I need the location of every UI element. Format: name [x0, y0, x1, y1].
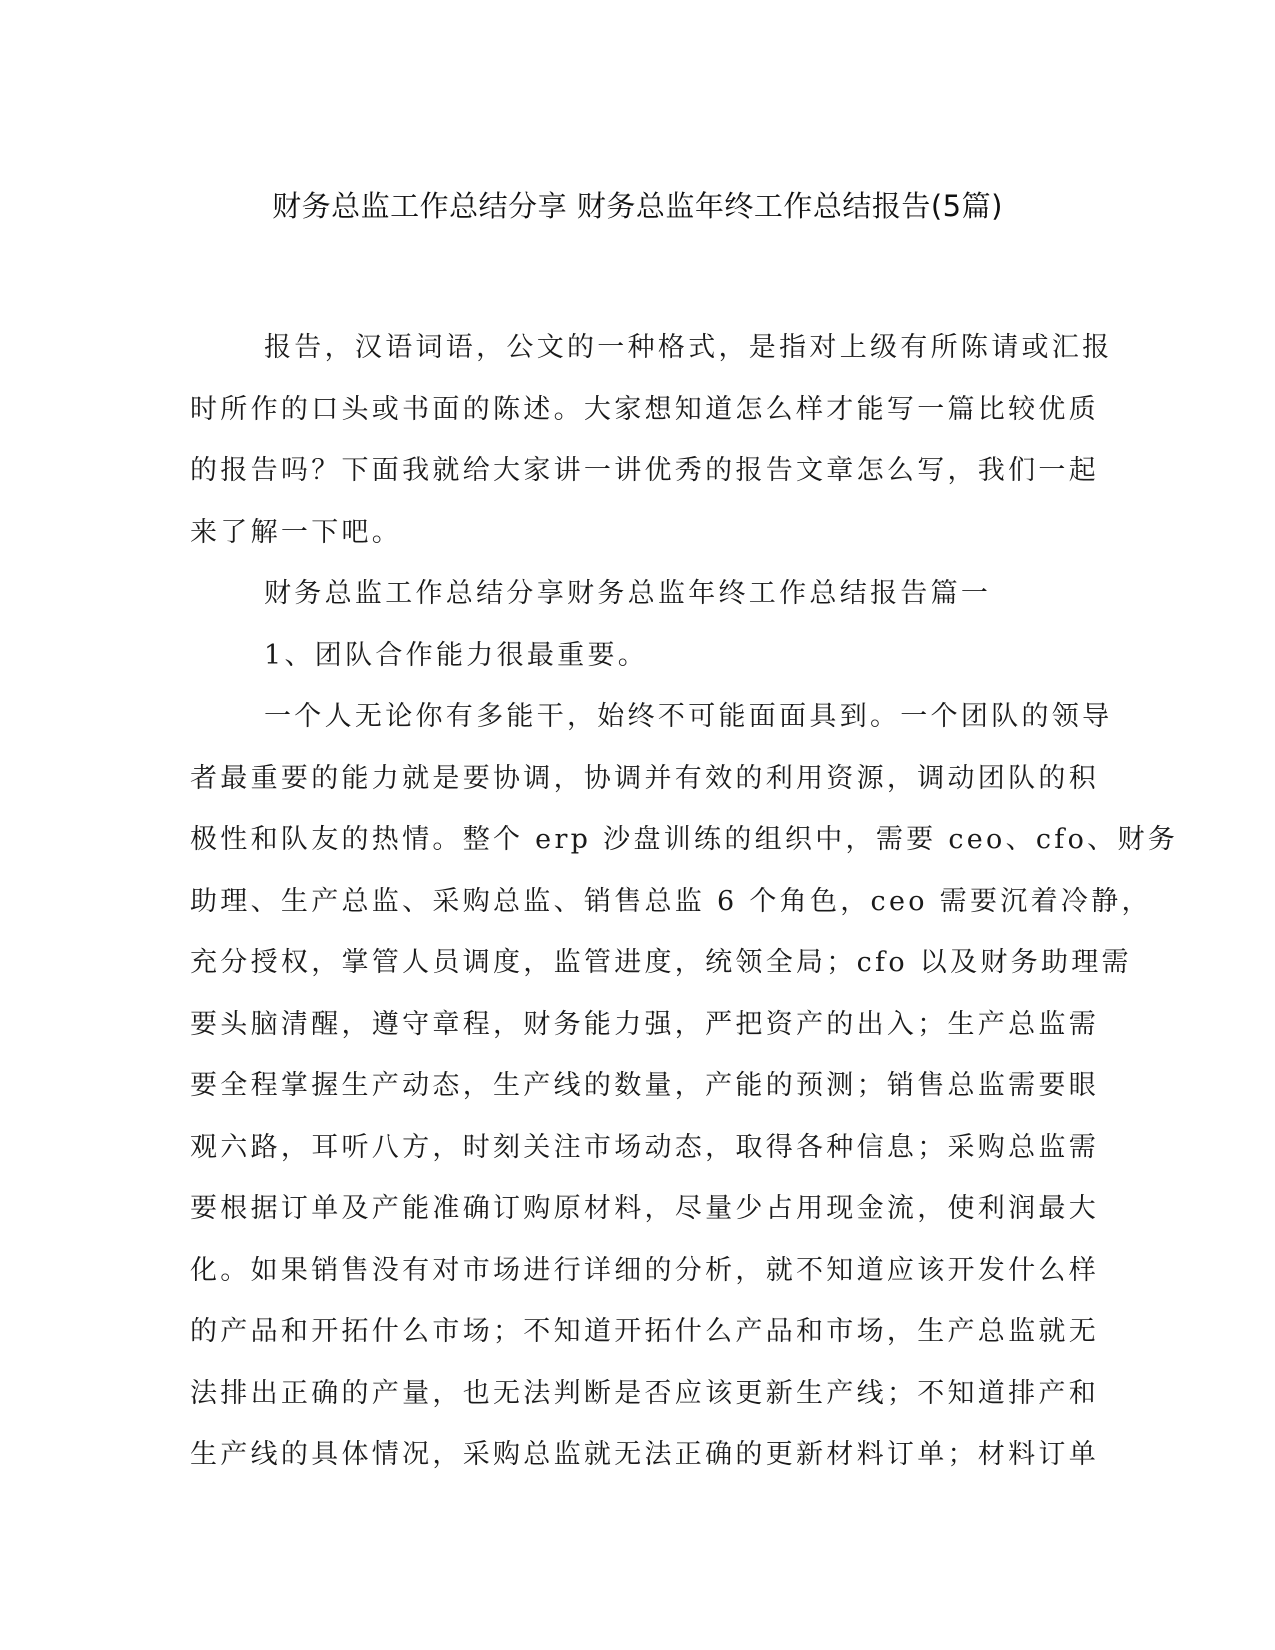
text-line: 的产品和开拓什么市场；不知道开拓什么产品和市场，生产总监就无 [190, 1316, 1099, 1347]
document-body [190, 328, 1179, 1497]
document-title: 财务总监工作总结分享 财务总监年终工作总结报告(5篇) [272, 189, 1003, 223]
text-line: 极性和队友的热情。整个 erp 沙盘训练的组织中，需要 ceo、cfo、财务 [190, 824, 1179, 855]
text-line: 要头脑清醒，遵守章程，财务能力强，严把资产的出入；生产总监需 [190, 1008, 1099, 1040]
text-line: 观六路，耳听八方，时刻关注市场动态，取得各种信息；采购总监需 [190, 1131, 1099, 1163]
text-line: 化。如果销售没有对市场进行详细的分析，就不知道应该开发什么样 [190, 1254, 1099, 1286]
text-line: 助理、生产总监、采购总监、销售总监 6 个角色，ceo 需要沉着冷静， [190, 885, 1152, 917]
text-line: 1、团队合作能力很最重要。 [264, 639, 649, 671]
text-line: 者最重要的能力就是要协调，协调并有效的利用资源，调动团队的积 [190, 762, 1099, 794]
text-line: 报告，汉语词语，公文的一种格式，是指对上级有所陈请或汇报 [264, 332, 1113, 363]
text-line: 的报告吗？下面我就给大家讲一讲优秀的报告文章怎么写，我们一起 [190, 455, 1099, 486]
text-line: 充分授权，掌管人员调度，监管进度，统领全局；cfo 以及财务助理需 [190, 947, 1132, 978]
text-line: 来了解一下吧。 [190, 516, 403, 548]
text-line: 一个人无论你有多能干，始终不可能面面具到。一个团队的领导 [264, 701, 1113, 732]
text-line: 财务总监工作总结分享财务总监年终工作总结报告篇一 [264, 578, 992, 609]
text-line: 要根据订单及产能准确订购原材料，尽量少占用现金流，使利润最大 [190, 1193, 1099, 1224]
text-line: 生产线的具体情况，采购总监就无法正确的更新材料订单；材料订单 [190, 1439, 1099, 1470]
text-line: 法排出正确的产量，也无法判断是否应该更新生产线；不知道排产和 [190, 1377, 1099, 1409]
text-line: 时所作的口头或书面的陈述。大家想知道怎么样才能写一篇比较优质 [190, 393, 1099, 425]
text-line: 要全程掌握生产动态，生产线的数量，产能的预测；销售总监需要眼 [190, 1070, 1099, 1101]
